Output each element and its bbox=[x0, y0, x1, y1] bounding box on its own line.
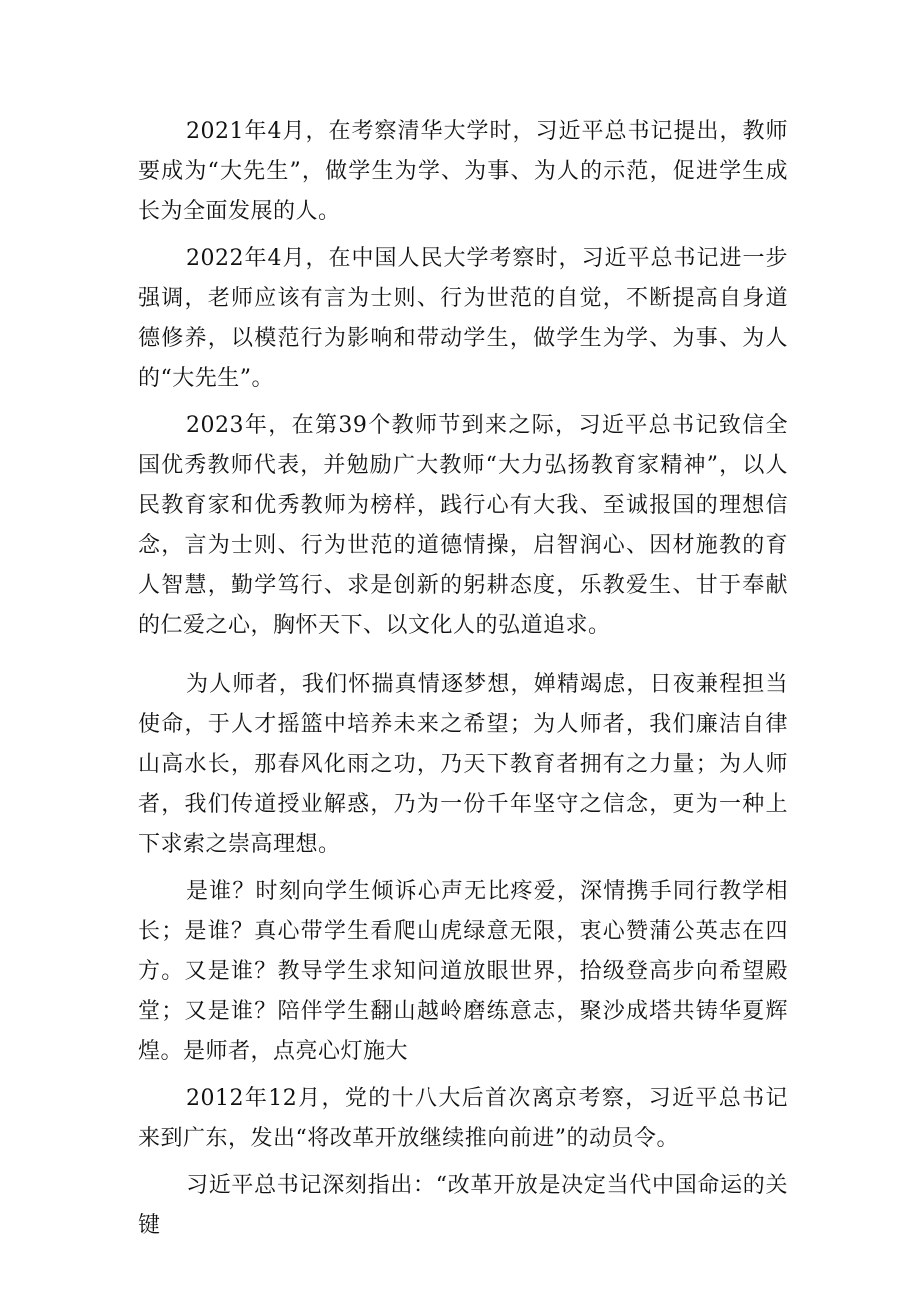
paragraph-6: 2012年12月，党的十八大后首次离京考察，习近平总书记来到广东，发出“将改革开放继续推向前进”的动员令。 bbox=[138, 1086, 788, 1151]
paragraph-1: 2021年4月，在考察清华大学时，习近平总书记提出，教师要成为“大先生”，做学生为学、为事、为人的示范，促进学生成长为全面发展的人。 bbox=[138, 119, 788, 224]
paragraph-7: 习近平总书记深刻指出：“改革开放是决定当代中国命运的关键 bbox=[138, 1173, 788, 1238]
document-body bbox=[138, 112, 788, 1246]
paragraph-3: 2023年，在第39个教师节到来之际，习近平总书记致信全国优秀教师代表，并勉励广大教师“大力弘扬教育家精神”，以人民教育家和优秀教师为榜样，践行心有大我、至诚报国的理想信念，言为士则、行为世范的道德情操，启智润心、因材施教的育人智慧，勤学笃行、求是创新的躬耕态度，乐教爱生、甘于奉献的仁爱之心，胸怀天下、以文化人的弘道追求。 bbox=[138, 413, 788, 638]
paragraph-5: 是谁？时刻向学生倾诉心声无比疼爱，深情携手同行教学相长；是谁？真心带学生看爬山虎绿意无限，衷心赞蒲公英志在四方。又是谁？教导学生求知问道放眼世界，拾级登高步向希望殿堂；又是谁？陪伴学生翻山越岭磨练意志，聚沙成塔共铸华夏辉煌。是师者，点亮心灯施大 bbox=[138, 879, 788, 1064]
paragraph-4: 为人师者，我们怀揣真情逐梦想，婵精竭虑，日夜兼程担当使命，于人才摇篮中培养未来之希望；为人师者，我们廉洁自律山高水长，那春风化雨之功，乃天下教育者拥有之力量；为人师者，我们传道授业解惑，乃为一份千年坚守之信念，更为一种上下求索之崇高理想。 bbox=[138, 672, 788, 857]
paragraph-2: 2022年4月，在中国人民大学考察时，习近平总书记进一步强调，老师应该有言为士则、行为世范的自觉，不断提高自身道德修养，以模范行为影响和带动学生，做学生为学、为事、为人的“大先生”。 bbox=[138, 246, 788, 391]
